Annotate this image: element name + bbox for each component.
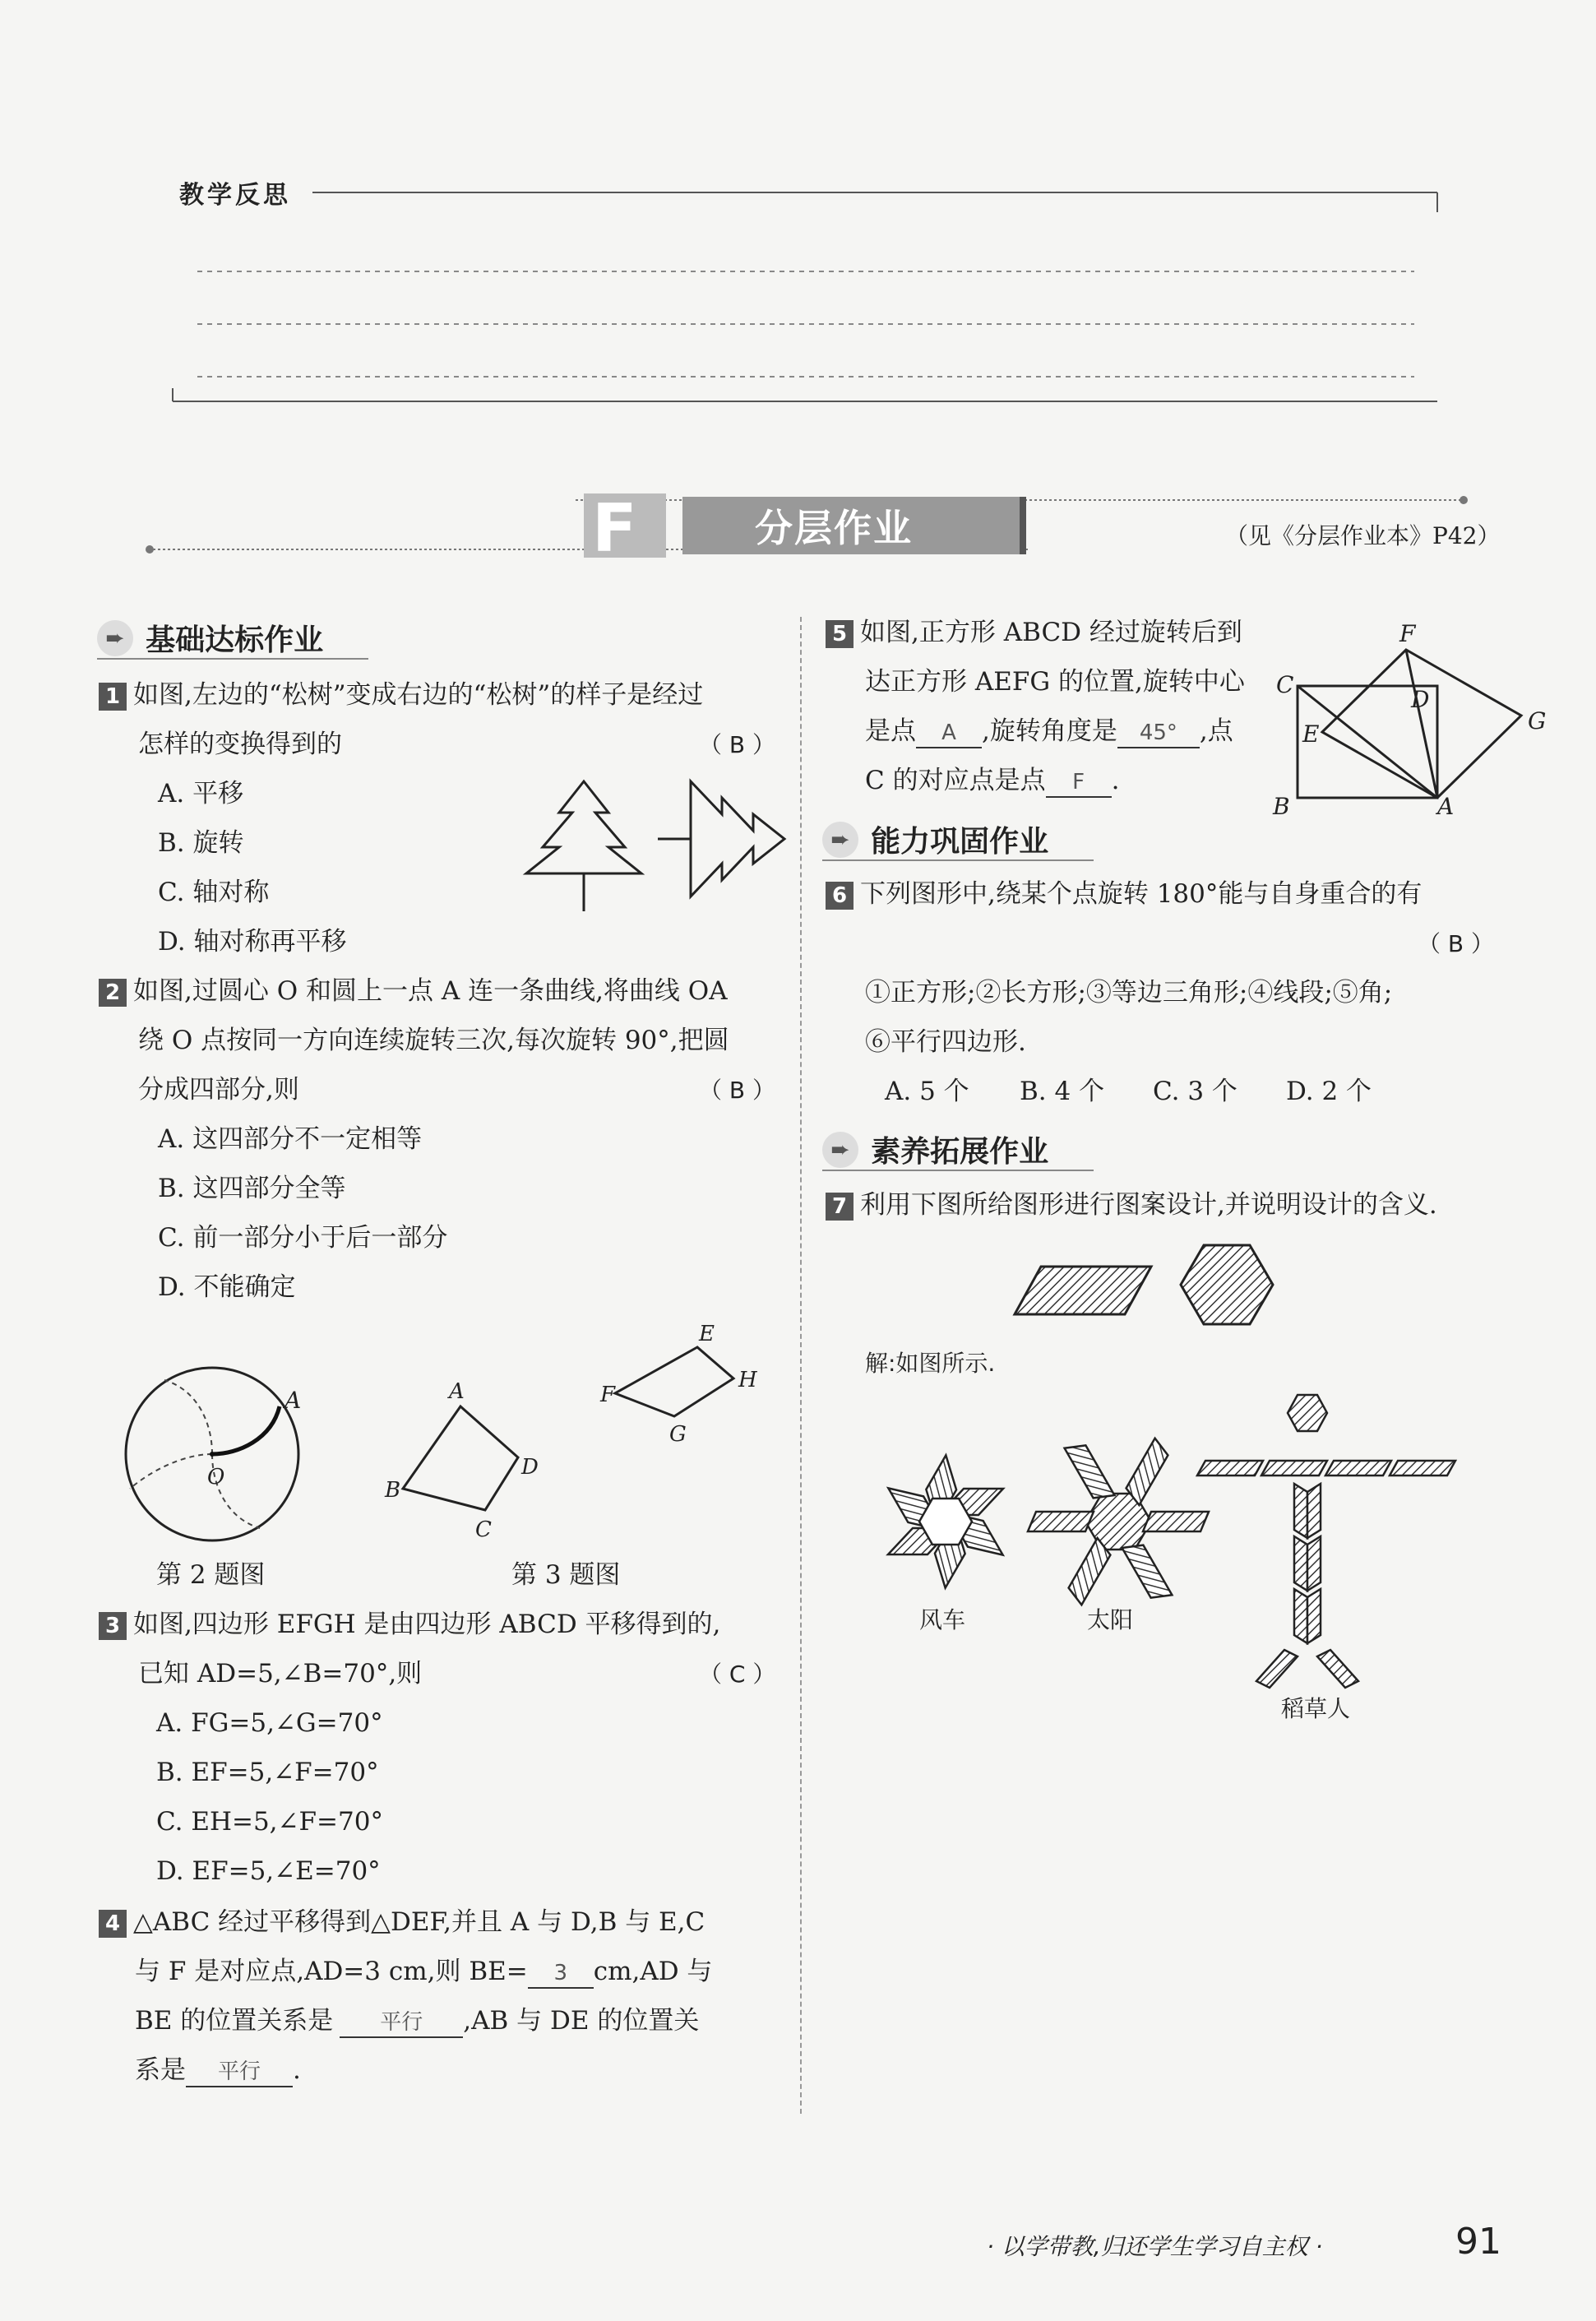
q4-text-1: △ABC 经过平移得到△DEF,并且 A 与 D,B 与 E,C xyxy=(133,1907,705,1937)
q4-text-4b: . xyxy=(293,2055,301,2085)
q6-text-1: 下列图形中,绕某个点旋转 180°能与自身重合的有 xyxy=(860,879,1423,909)
q1-text-1: 如图,左边的“松树”变成右边的“松树”的样子是经过 xyxy=(133,680,704,710)
banner-reference: （见《分层作业本》P42） xyxy=(1225,522,1501,549)
q3-option-b: B. EF=5,∠F=70° xyxy=(156,1758,379,1787)
q4-text-2a: 与 F 是对应点,AD=3 cm,则 BE= xyxy=(135,1957,528,1986)
q4-text-4a: 系是 xyxy=(135,2055,186,2085)
q5-text-3a: 是点 xyxy=(865,716,916,746)
q4-line3 xyxy=(135,2005,699,2038)
fig3-caption: 第 3 题图 xyxy=(511,1560,621,1590)
windmill-design xyxy=(888,1455,1003,1587)
section-basic-underline xyxy=(97,658,368,660)
q5-label-g: G xyxy=(1528,707,1547,734)
section-ability-underline xyxy=(822,859,1094,861)
q1-number: 1 xyxy=(99,683,127,711)
q5-line4 xyxy=(865,765,1119,798)
q5-squares-figure xyxy=(1258,617,1547,822)
reflection-box xyxy=(0,0,1596,428)
fig3-label-d: D xyxy=(521,1455,539,1480)
q7-solution: 解:如图所示. xyxy=(865,1350,996,1377)
svg-text:F: F xyxy=(592,490,637,567)
q3-line1 xyxy=(99,1609,720,1641)
q4-line1 xyxy=(99,1906,705,1939)
q7-line1 xyxy=(826,1189,1437,1221)
fig3-quadrilaterals-figure xyxy=(370,1316,781,1554)
q6-option-c: C. 3 个 xyxy=(1153,1077,1237,1106)
section-literacy-title: 素养拓展作业 xyxy=(871,1135,1049,1169)
q5-blank-angle: 45° xyxy=(1117,720,1200,748)
q5-number: 5 xyxy=(826,620,854,648)
section-literacy-underline xyxy=(822,1170,1094,1171)
q1-text-2: 怎样的变换得到的 xyxy=(138,730,342,759)
q1-option-c: C. 轴对称 xyxy=(158,878,270,907)
fig3-label-f: F xyxy=(600,1383,616,1407)
q5-line1 xyxy=(826,617,1242,649)
q5-text-2: 达正方形 AEFG 的位置,旋转中心 xyxy=(865,667,1245,697)
q5-blank-center: A xyxy=(916,720,982,748)
arrow-icon: ➨ xyxy=(822,1132,858,1168)
q4-line2 xyxy=(135,1956,712,1989)
q7-given-shapes-figure xyxy=(1003,1234,1332,1341)
q6-option-d: D. 2 个 xyxy=(1286,1077,1372,1106)
reflection-title: 教学反思 xyxy=(179,181,291,210)
fig3-label-h: H xyxy=(738,1368,757,1392)
q5-label-b: B xyxy=(1273,793,1290,820)
fig3-label-a: A xyxy=(449,1379,465,1404)
q1-pine-trees-figure xyxy=(518,773,789,921)
page-number: 91 xyxy=(1455,2221,1501,2263)
q6-answer: （ B ） xyxy=(1418,930,1495,957)
fig2-circle-figure xyxy=(115,1357,312,1554)
fig2-label-a: A xyxy=(285,1387,302,1414)
q5-blank-point: F xyxy=(1046,769,1112,798)
scarecrow-design xyxy=(1197,1395,1455,1688)
q1-option-a: A. 平移 xyxy=(158,779,244,808)
q6-text-2: ①正方形;②长方形;③等边三角形;④线段;⑤角; xyxy=(865,978,1393,1008)
q6-option-b: B. 4 个 xyxy=(1020,1077,1105,1106)
q1-option-b: B. 旋转 xyxy=(158,828,244,858)
sun-design xyxy=(1028,1438,1209,1605)
arrow-icon: ➨ xyxy=(822,822,858,858)
q5-label-f: F xyxy=(1399,620,1416,647)
q3-option-d: D. EF=5,∠E=70° xyxy=(156,1856,381,1886)
q2-option-d: D. 不能确定 xyxy=(158,1272,296,1302)
q2-option-c: C. 前一部分小于后一部分 xyxy=(158,1223,448,1253)
q2-text-3: 分成四部分,则 xyxy=(138,1075,299,1105)
footer-slogan: · 以学带教,归还学生学习自主权 · xyxy=(987,2233,1323,2260)
q2-text-1: 如图,过圆心 O 和圆上一点 A 连一条曲线,将曲线 OA xyxy=(133,976,728,1006)
q3-text-2: 已知 AD=5,∠B=70°,则 xyxy=(138,1659,423,1689)
q5-text-1: 如图,正方形 ABCD 经过旋转后到 xyxy=(860,618,1242,647)
q7-number: 7 xyxy=(826,1193,854,1221)
section-basic-title: 基础达标作业 xyxy=(146,623,324,657)
q6-option-a: A. 5 个 xyxy=(885,1077,969,1106)
q5-label-d: D xyxy=(1411,686,1430,713)
section-basic-header xyxy=(97,617,323,659)
fig3-label-e: E xyxy=(699,1322,715,1346)
sun-label: 太阳 xyxy=(1087,1606,1134,1633)
q2-option-b: B. 这四部分全等 xyxy=(158,1174,346,1203)
section-ability-header xyxy=(822,818,1048,860)
q1-line1 xyxy=(99,679,703,711)
q2-text-2: 绕 O 点按同一方向连续旋转三次,每次旋转 90°,把圆 xyxy=(138,1026,729,1055)
q2-line1 xyxy=(99,975,728,1008)
q6-text-3: ⑥平行四边形. xyxy=(865,1027,1026,1057)
q5-text-3b: ,旋转角度是 xyxy=(982,716,1117,746)
q4-blank-ab-de: 平行 xyxy=(186,2059,293,2087)
q3-answer: （ C ） xyxy=(699,1661,776,1688)
q7-designs-figure xyxy=(863,1390,1464,1703)
q1-option-d: D. 轴对称再平移 xyxy=(158,927,347,957)
q3-option-a: A. FG=5,∠G=70° xyxy=(156,1708,383,1738)
column-divider xyxy=(800,617,802,2114)
q4-number: 4 xyxy=(99,1910,127,1938)
q5-text-4b: . xyxy=(1111,766,1120,795)
q3-option-c: C. EH=5,∠F=70° xyxy=(156,1807,383,1837)
section-ability-title: 能力巩固作业 xyxy=(871,825,1049,859)
q4-text-2b: cm,AD 与 xyxy=(593,1957,713,1986)
q5-label-a: A xyxy=(1437,793,1455,820)
q5-label-c: C xyxy=(1276,671,1294,698)
windmill-label: 风车 xyxy=(919,1606,966,1633)
fig2-label-o: O xyxy=(207,1465,225,1489)
fig3-label-c: C xyxy=(475,1517,492,1542)
q3-text-1: 如图,四边形 EFGH 是由四边形 ABCD 平移得到的, xyxy=(133,1610,721,1639)
q4-text-3b: ,AB 与 DE 的位置关 xyxy=(463,2006,700,2036)
fig3-label-b: B xyxy=(385,1478,401,1503)
q1-answer: （ B ） xyxy=(699,731,776,758)
q2-option-a: A. 这四部分不一定相等 xyxy=(158,1124,423,1154)
q4-text-3a: BE 的位置关系是 xyxy=(135,2006,334,2036)
arrow-icon: ➨ xyxy=(97,620,133,656)
q3-number: 3 xyxy=(99,1612,127,1640)
banner-title: 分层作业 xyxy=(755,506,913,550)
q2-number: 2 xyxy=(99,979,127,1007)
q7-text-1: 利用下图所给图形进行图案设计,并说明设计的含义. xyxy=(860,1190,1437,1220)
q6-line1 xyxy=(826,878,1422,910)
fig3-label-g: G xyxy=(669,1422,687,1447)
scarecrow-label: 稻草人 xyxy=(1281,1695,1351,1722)
q5-label-e: E xyxy=(1302,720,1320,748)
q4-blank-ad-be: 平行 xyxy=(340,2009,463,2038)
q2-answer: （ B ） xyxy=(699,1077,776,1104)
fig2-caption: 第 2 题图 xyxy=(156,1560,266,1590)
q4-line4 xyxy=(135,2055,301,2087)
q5-text-3c: ,点 xyxy=(1199,716,1233,746)
section-literacy-header xyxy=(822,1128,1048,1170)
q5-text-4a: C 的对应点是点 xyxy=(865,766,1046,795)
q5-line3 xyxy=(865,716,1233,748)
q4-blank-be: 3 xyxy=(528,1960,594,1989)
q6-number: 6 xyxy=(826,882,854,910)
